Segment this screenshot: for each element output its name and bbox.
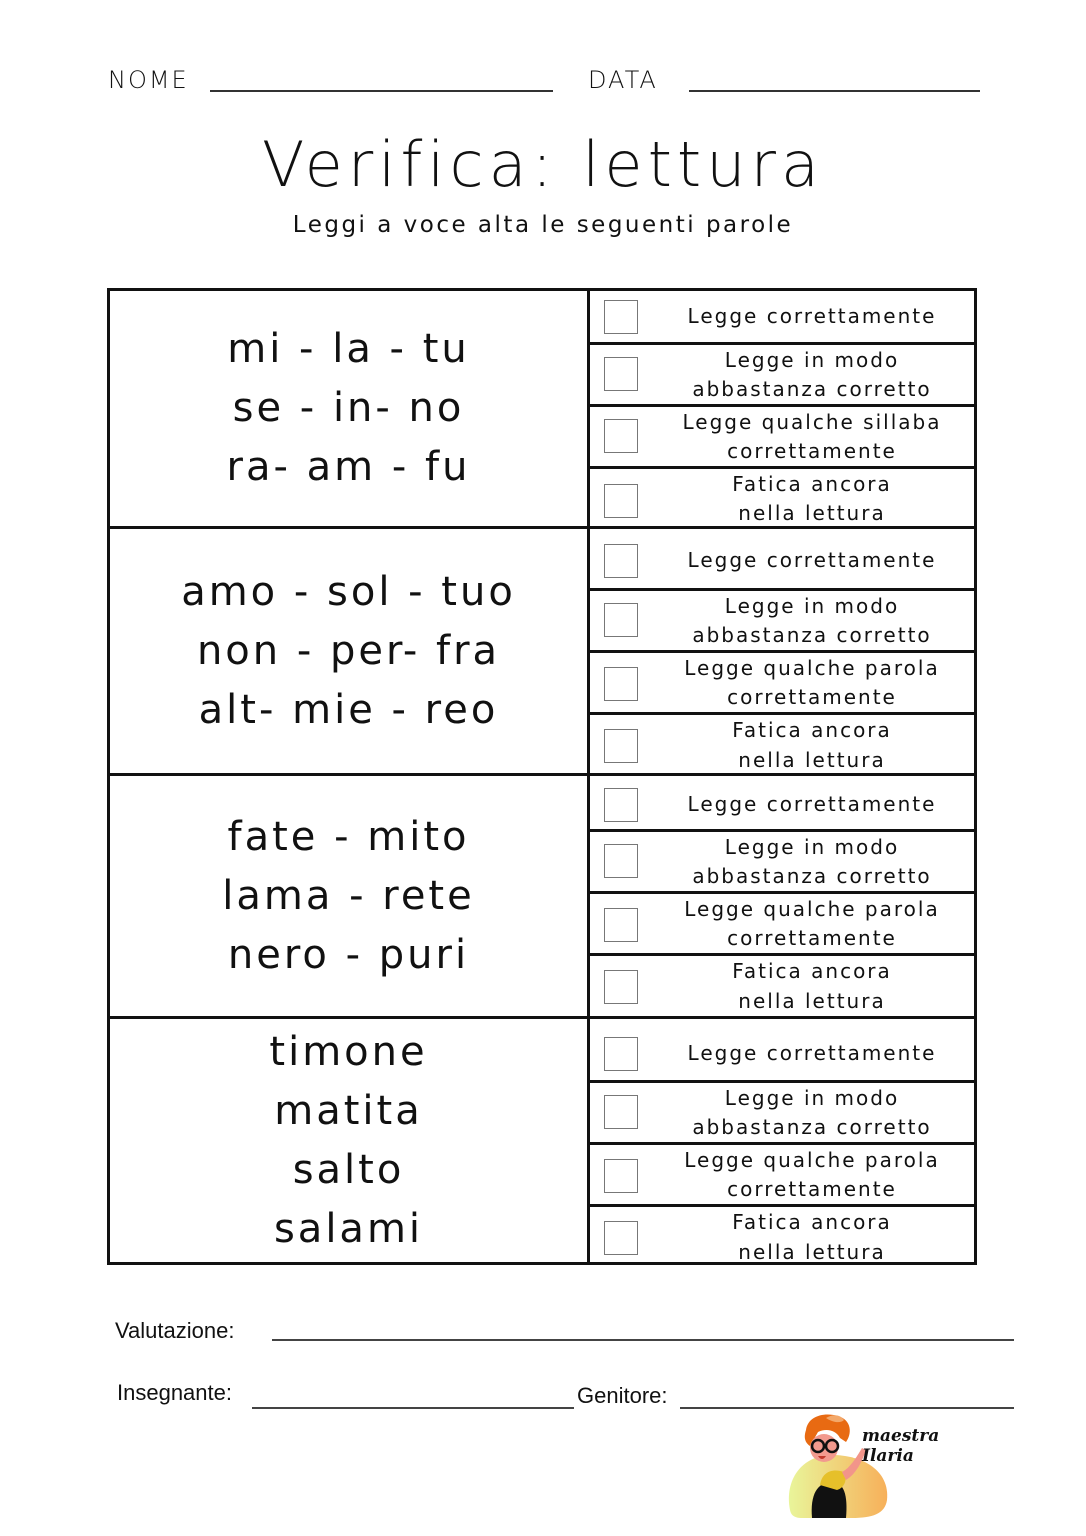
checkbox[interactable] [604,300,638,334]
checkbox[interactable] [604,544,638,578]
option-label: Legge in modo [724,348,900,372]
checkbox[interactable] [604,729,638,763]
name-field[interactable] [210,90,553,92]
checkbox[interactable] [604,603,638,637]
checkbox[interactable] [604,484,638,518]
option-some-words [590,653,974,715]
checkbox[interactable] [604,1095,638,1129]
checkbox[interactable] [604,1037,638,1071]
option-label: Legge qualche sillaba [682,410,942,434]
word-list [110,291,590,526]
word-line: salto [292,1146,405,1193]
option-correct [590,529,974,591]
word-line: non - per- fra [196,627,501,674]
option-correct [590,291,974,345]
option-some-words [590,894,974,956]
logo-text: maestra Ilaria [862,1426,940,1466]
word-line: nero - puri [227,931,470,978]
option-label: nella lettura [738,501,886,525]
word-line: lama - rete [222,872,475,919]
checkbox[interactable] [604,788,638,822]
checkbox[interactable] [604,1221,638,1255]
option-some-words [590,1145,974,1207]
page-title: Verifica: lettura [262,128,824,201]
reading-table [107,288,977,1265]
word-line: amo - sol - tuo [181,568,516,615]
word-line: salami [273,1205,424,1252]
option-correct [590,776,974,832]
maestra-ilaria-logo [782,1410,992,1520]
checkbox[interactable] [604,970,638,1004]
teacher-label: Insegnante: [117,1380,232,1405]
checkbox[interactable] [604,357,638,391]
option-label: Fatica ancora [732,959,892,983]
evaluation-field[interactable] [272,1339,1014,1341]
word-list [110,1019,590,1262]
option-label: abbastanza corretto [692,864,932,888]
checkbox[interactable] [604,844,638,878]
checkbox[interactable] [604,419,638,453]
word-line: matita [274,1087,423,1134]
option-struggles [590,469,974,526]
option-struggles [590,956,974,1016]
option-fairly-correct [590,832,974,894]
option-label: Legge in modo [724,1086,900,1110]
option-label: Fatica ancora [732,472,892,496]
option-label: Legge qualche parola [684,897,940,921]
word-line: se - in- no [232,385,465,431]
evaluation-label: Valutazione: [115,1318,235,1343]
word-list [110,529,590,773]
option-label: Fatica ancora [732,718,892,742]
checkbox[interactable] [604,908,638,942]
option-label: Legge correttamente [687,792,937,816]
option-list [590,1019,974,1262]
word-line: timone [269,1028,428,1075]
section-3 [110,776,974,1019]
option-list [590,529,974,773]
section-2 [110,529,974,776]
option-fairly-correct [590,591,974,653]
option-label: abbastanza corretto [692,1115,932,1139]
option-label: nella lettura [738,989,886,1013]
option-label: Legge correttamente [687,1041,937,1065]
option-label: nella lettura [738,748,886,772]
name-label: NOME [108,66,189,94]
option-label: correttamente [727,926,897,950]
option-label: abbastanza corretto [692,623,932,647]
option-label: Legge correttamente [687,548,937,572]
word-list [110,776,590,1016]
option-list [590,776,974,1016]
word-line: mi - la - tu [227,326,470,372]
word-line: ra- am - fu [226,444,471,490]
option-label: Fatica ancora [732,1210,892,1234]
option-fairly-correct [590,1083,974,1145]
parent-label: Genitore: [577,1383,668,1408]
option-list [590,291,974,526]
option-fairly-correct [590,345,974,407]
word-line: alt- mie - reo [198,686,499,733]
option-label: nella lettura [738,1240,886,1264]
word-line: fate - mito [227,813,470,860]
section-4 [110,1019,974,1262]
option-correct [590,1019,974,1083]
option-label: correttamente [727,1177,897,1201]
option-label: correttamente [727,439,897,463]
date-label: DATA [588,66,658,94]
option-struggles [590,1207,974,1265]
option-label: Legge in modo [724,594,900,618]
option-some-syllables [590,407,974,469]
option-label: abbastanza corretto [692,377,932,401]
parent-signature-field[interactable] [680,1407,1014,1409]
teacher-signature-field[interactable] [252,1407,574,1409]
section-1 [110,291,974,529]
option-label: Legge correttamente [687,304,937,328]
header-row [108,64,988,98]
option-label: Legge qualche parola [684,1148,940,1172]
page-subtitle: Leggi a voce alta le seguenti parole [292,212,794,238]
option-label: Legge qualche parola [684,656,940,680]
option-struggles [590,715,974,773]
option-label: Legge in modo [724,835,900,859]
date-field[interactable] [689,90,980,92]
checkbox[interactable] [604,667,638,701]
option-label: correttamente [727,685,897,709]
checkbox[interactable] [604,1159,638,1193]
